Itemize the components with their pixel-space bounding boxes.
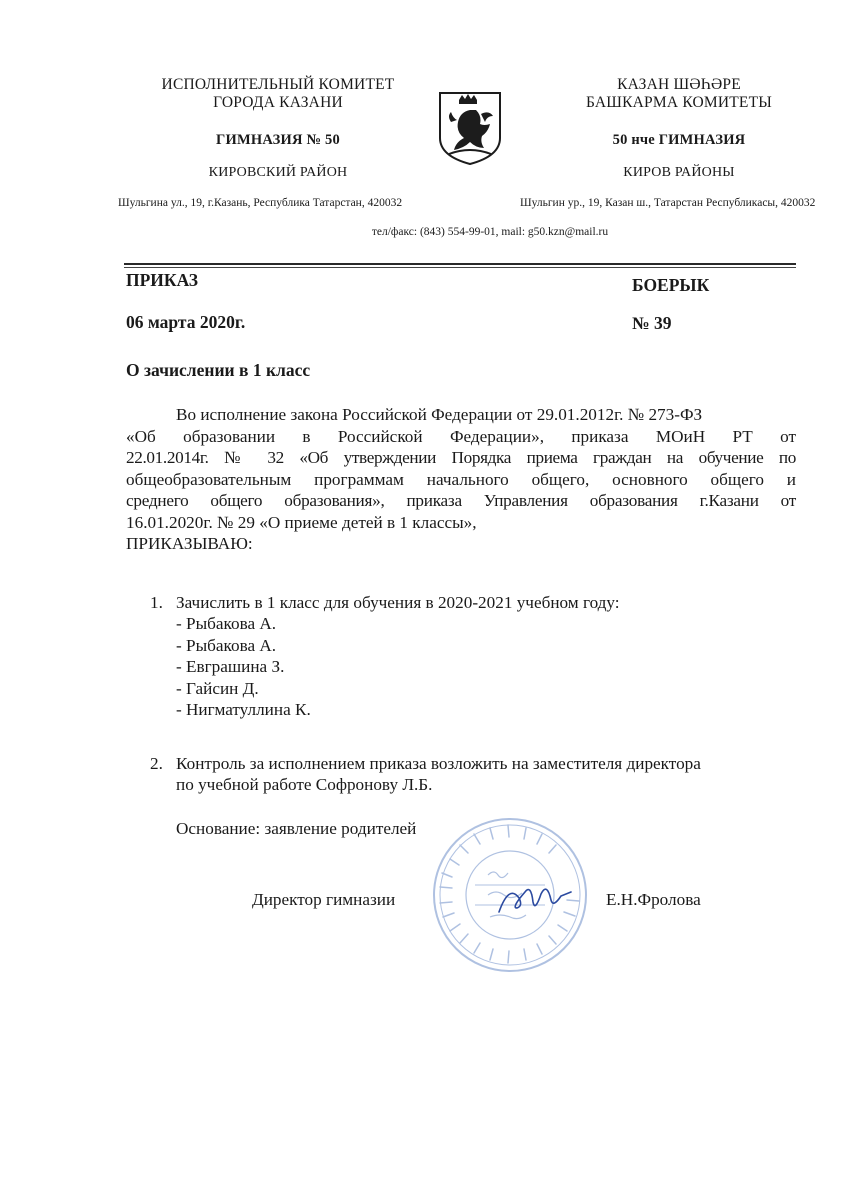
signature-position: Директор гимназии	[252, 890, 396, 909]
item2-line1: Контроль за исполнением приказа возложить на заместителя директора	[176, 754, 701, 773]
body-line: 22.01.2014г. № 32 «Об утверждении Порядка приема граждан на обучение по	[126, 448, 796, 467]
list-item: - Гайсин Д.	[176, 678, 259, 698]
header-right-district: КИРОВ РАЙОНЫ	[623, 165, 735, 180]
body-line: общеобразовательным программам начального общего, основного общего и	[126, 469, 796, 489]
list-item: - Евграшина З.	[176, 657, 285, 676]
order-title-tt: БОЕРЫК	[632, 275, 710, 295]
item1-text: Зачислить в 1 класс для обучения в 2020-2021 учебном году:	[176, 593, 620, 612]
body-line: 16.01.2020г. № 29 «О приеме детей в 1 классы»,	[126, 512, 477, 532]
header-left-district: КИРОВСКИЙ РАЙОН	[208, 165, 348, 180]
header-left-org-line2: ГОРОДА КАЗАНИ	[213, 94, 343, 111]
order-subject: О зачислении в 1 класс	[126, 360, 311, 380]
header-right-address: Шульгин ур., 19, Казан ш., Татарстан Республикасы, 420032	[520, 197, 816, 209]
header-contacts: тел/факс: (843) 554-99-01, mail: g50.kzn@mail.ru	[371, 226, 609, 238]
student-list	[176, 613, 311, 721]
basis-text: Основание: заявление родителей	[176, 819, 417, 838]
snow-leopard-dragon-icon	[437, 90, 503, 166]
list-item: - Нигматуллина К.	[176, 700, 311, 719]
handwritten-signature-icon	[495, 878, 575, 918]
item1-number: 1.	[150, 593, 163, 612]
order-title-ru: ПРИКАЗ	[126, 270, 199, 290]
body-line: среднего общего образования», приказа Управления образования г.Казани от	[126, 491, 796, 510]
header-right-org-line1: КАЗАН ШӘҺӘРЕ	[617, 76, 741, 93]
director-signature	[495, 878, 575, 918]
header-divider-thin	[124, 267, 796, 268]
coat-of-arms-emblem	[437, 90, 503, 166]
list-item: - Рыбакова А.	[176, 614, 277, 633]
order-number: № 39	[632, 313, 672, 333]
list-item: - Рыбакова А.	[176, 635, 277, 655]
header-divider	[124, 263, 796, 265]
header-left-address: Шульгина ул., 19, г.Казань, Республика Татарстан, 420032	[118, 197, 403, 209]
body-line: Во исполнение закона Российской Федерации от 29.01.2012г. № 273-ФЗ	[176, 405, 703, 424]
header-left-school: ГИМНАЗИЯ № 50	[216, 132, 340, 148]
body-line: «Об образовании в Российской Федерации», приказа МОиН РТ от	[126, 426, 796, 446]
body-paragraph	[126, 404, 796, 555]
item2-line2: по учебной работе Софронову Л.Б.	[176, 775, 433, 794]
item2-number: 2.	[150, 754, 163, 773]
header-right-school: 50 нче ГИМНАЗИЯ	[612, 132, 746, 148]
order-date: 06 марта 2020г.	[126, 312, 246, 332]
header-right-org-line2: БАШКАРМА КОМИТЕТЫ	[586, 94, 772, 111]
order-word: ПРИКАЗЫВАЮ:	[126, 534, 253, 553]
header-left-org-line1: ИСПОЛНИТЕЛЬНЫЙ КОМИТЕТ	[161, 76, 395, 93]
signature-name: Е.Н.Фролова	[606, 890, 701, 909]
